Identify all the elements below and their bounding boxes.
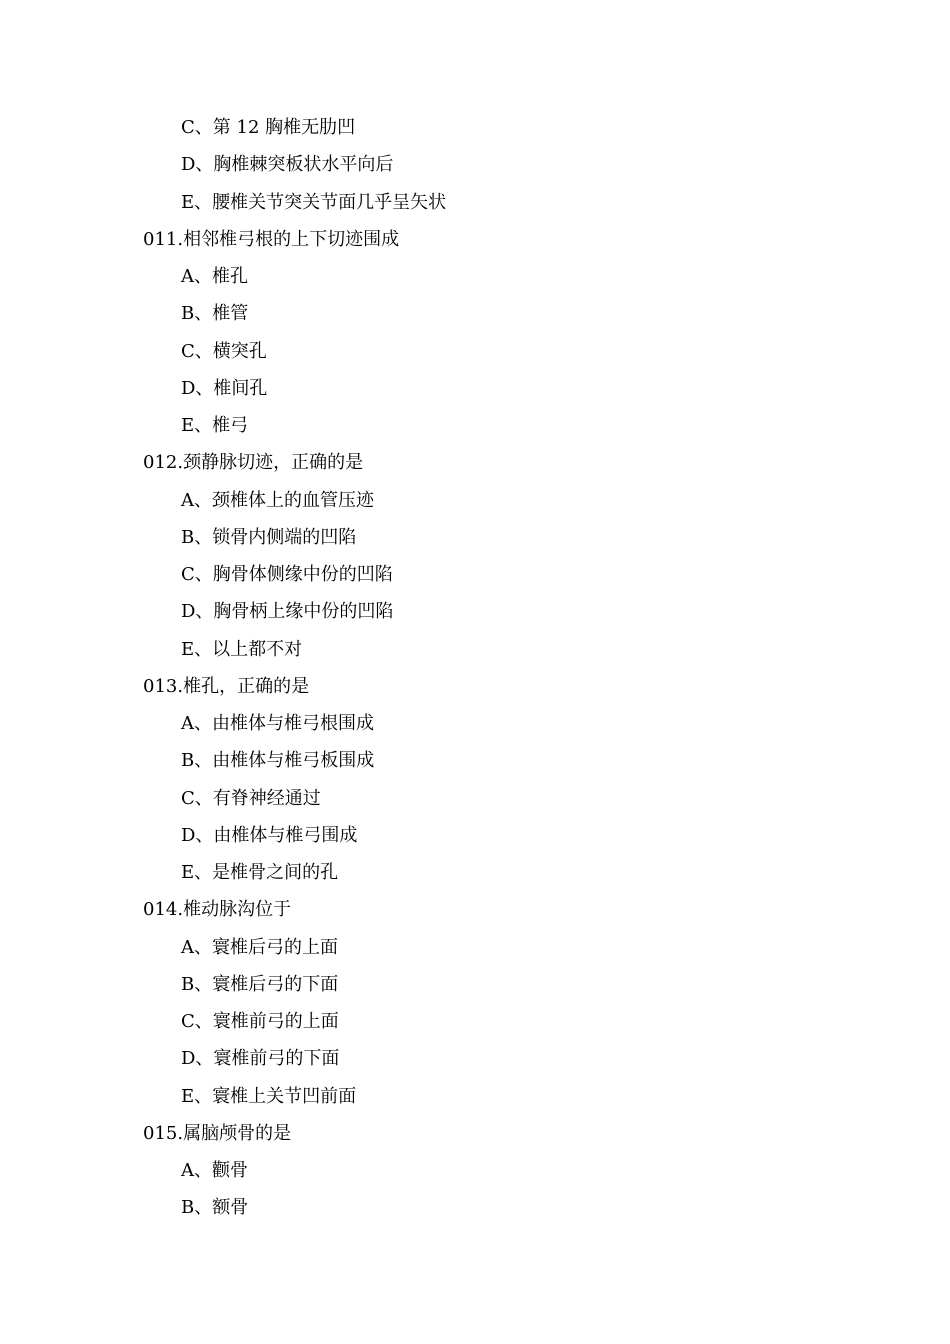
question-stem: 014.椎动脉沟位于 [143, 899, 292, 921]
answer-option: E、以上都不对 [181, 638, 303, 660]
answer-option: D、胸骨柄上缘中份的凹陷 [181, 601, 394, 623]
answer-option: A、由椎体与椎弓根围成 [181, 713, 374, 734]
answer-option: E、腰椎关节突关节面几乎呈矢状 [181, 191, 447, 213]
answer-option: D、胸椎棘突板状水平向后 [181, 154, 394, 176]
answer-option: D、椎间孔 [181, 377, 268, 399]
answer-option: E、寰椎上关节凹前面 [181, 1085, 357, 1107]
document-content [0, 109, 950, 1227]
answer-option: A、颈椎体上的血管压迹 [181, 489, 374, 511]
answer-option: D、由椎体与椎弓围成 [181, 824, 358, 846]
answer-option: E、椎弓 [181, 415, 249, 436]
answer-option: B、椎管 [181, 303, 249, 325]
question-stem: 015.属脑颅骨的是 [143, 1122, 292, 1144]
question-stem: 013.椎孔，正确的是 [143, 675, 310, 697]
answer-option: C、寰椎前弓的上面 [181, 1011, 339, 1032]
answer-option: C、胸骨体侧缘中份的凹陷 [181, 564, 393, 585]
answer-option: A、颧骨 [181, 1160, 248, 1181]
answer-option: B、额骨 [181, 1197, 249, 1219]
question-stem: 011.相邻椎弓根的上下切迹围成 [143, 228, 400, 250]
answer-option: B、锁骨内侧端的凹陷 [181, 526, 357, 548]
answer-option: B、寰椎后弓的下面 [181, 973, 339, 995]
answer-option: C、有脊神经通过 [181, 787, 321, 809]
answer-option: D、寰椎前弓的下面 [181, 1048, 340, 1070]
answer-option: A、寰椎后弓的上面 [181, 936, 338, 958]
question-stem: 012.颈静脉切迹，正确的是 [143, 452, 364, 474]
answer-option: B、由椎体与椎弓板围成 [181, 750, 375, 772]
answer-option: A、椎孔 [181, 266, 248, 287]
answer-option: E、是椎骨之间的孔 [181, 862, 339, 883]
answer-option: C、横突孔 [181, 340, 267, 362]
answer-option: C、第 12 胸椎无肋凹 [181, 117, 356, 138]
